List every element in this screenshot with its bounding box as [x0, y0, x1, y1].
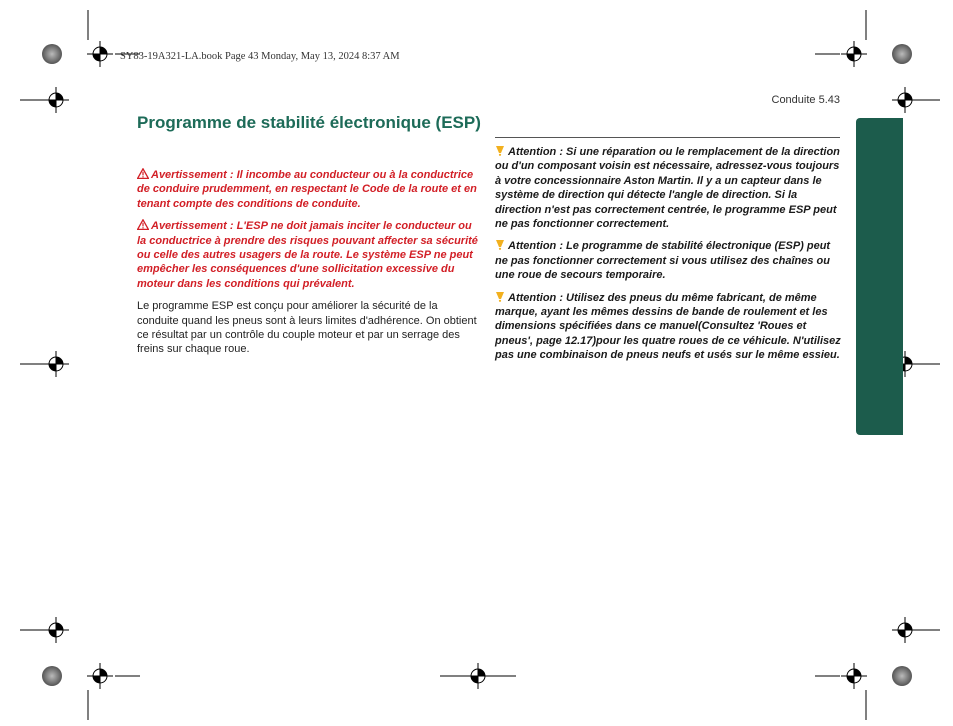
attention-paragraph	[495, 291, 841, 363]
left-column	[137, 168, 479, 357]
attention-icon	[495, 239, 505, 250]
warning-paragraph	[137, 168, 479, 211]
column-rule	[495, 137, 840, 138]
warning-text: Avertissement : L'ESP ne doit jamais inciter le conducteur ou la conductrice à prendre des risques pouvant affecter sa sécurité ou celle des autres usagers de la route. Le système ESP ne peut empêcher les conséquences d'une sollicitation excessive du moteur dans les conditions qui prévalent.	[137, 220, 478, 290]
body-paragraph: Le programme ESP est conçu pour améliorer la sécurité de la conduite quand les pneus sont à leurs limites d'adhérence. On obtient ce résultat par un contrôle du couple moteur et par un serrage des freins sur chaque roue.	[137, 300, 477, 356]
attention-icon	[495, 145, 505, 156]
color-bar-icon	[892, 666, 912, 686]
attention-text: Attention : Si une réparation ou le remplacement de la direction ou d'un composant voisin est nécessaire, adressez-vous toujours à votre concessionnaire Aston Martin. Il y a un capteur dans le système de direction qui détecte l'angle de direction. Si la direction n'est pas correctement centrée, le programme ESP peut ne pas fonctionner correctement.	[495, 146, 840, 231]
warning-triangle-icon	[137, 219, 149, 230]
attention-text: Attention : Utilisez des pneus du même fabricant, de même marque, ayant les mêmes dessins de bande de roulement et les dimensions spécifiées dans ce manuel(Consultez 'Roues et pneus', page 12.17)pour les quatre roues de ce véhicule. N'utilisez pas une combinaison de pneus neufs et usés sur le même essieu.	[495, 291, 841, 362]
attention-paragraph	[495, 145, 841, 231]
print-slug: SY83-19A321-LA.book Page 43 Monday, May 13, 2024 8:37 AM	[120, 51, 400, 62]
right-column	[495, 145, 841, 371]
warning-triangle-icon	[137, 168, 149, 179]
attention-text: Attention : Le programme de stabilité électronique (ESP) peut ne pas fonctionner correctement si vous utilisez des chaînes ou une roue de secours temporaire.	[495, 240, 831, 282]
chapter-tab	[856, 118, 903, 435]
warning-text: Avertissement : Il incombe au conducteur ou à la conductrice de conduire prudemment, en respectant le Code de la route et en tenant compte des conditions de conduite.	[137, 169, 477, 210]
color-bar-icon	[42, 666, 62, 686]
attention-paragraph	[495, 239, 841, 282]
attention-icon	[495, 291, 505, 302]
color-bar-icon	[892, 44, 912, 64]
warning-paragraph	[137, 219, 479, 291]
color-bar-icon	[42, 44, 62, 64]
section-title: Programme de stabilité électronique (ESP)	[137, 113, 481, 132]
running-head: Conduite 5.43	[771, 94, 840, 106]
